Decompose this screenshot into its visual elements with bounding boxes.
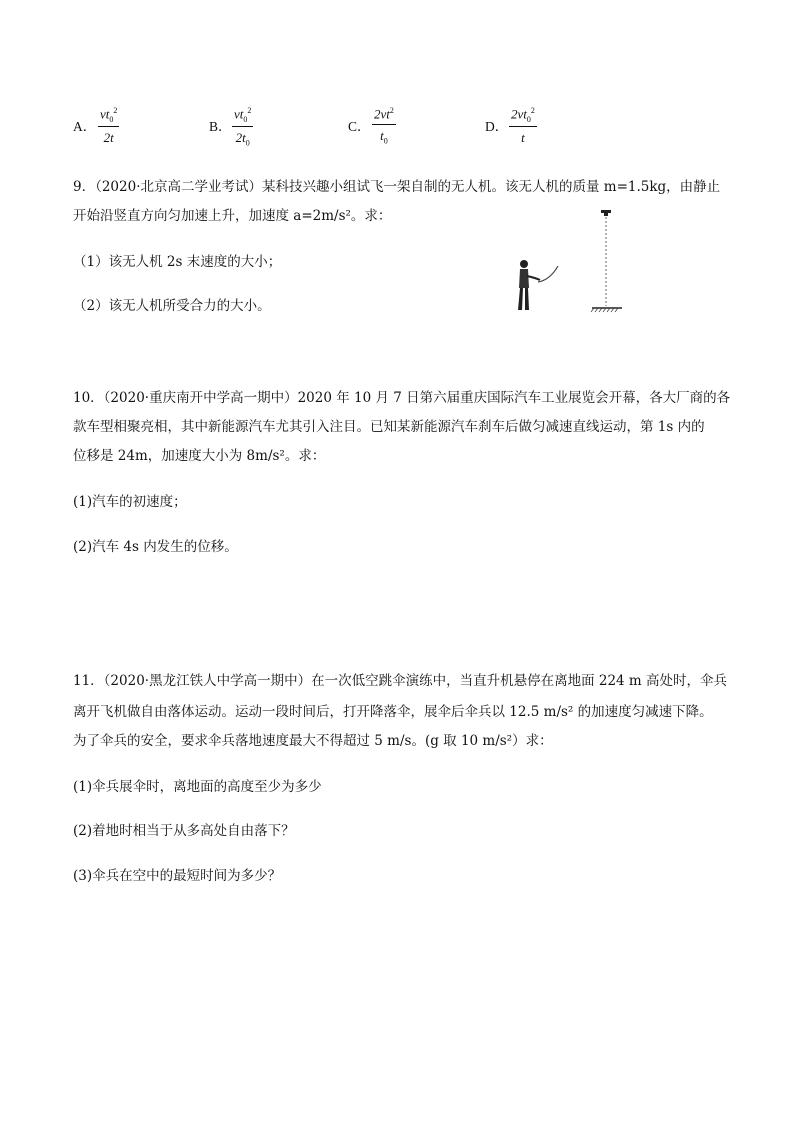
question-11-line-1: 11．（2020·黑龙江铁人中学高一期中）在一次低空跳伞演练中，当直升机悬停在离地面 224 m 高处时，伞兵 — [73, 673, 728, 689]
question-9-sub-2: （2）该无人机所受合力的大小。 — [73, 298, 271, 314]
question-11-sub-1: (1)伞兵展伞时，离地面的高度至少为多少 — [73, 779, 322, 795]
option-a-denominator: 2t — [103, 129, 114, 145]
option-c-denominator: $t_0$ — [380, 128, 388, 146]
question-10-line-2: 款车型相聚亮相，其中新能源汽车尤其引入注目。已知某新能源汽车刹车后做匀减速直线运动，第 1s 内的 — [73, 419, 705, 435]
option-d-fraction — [509, 106, 537, 146]
option-b-denominator: $2t_0$ — [235, 129, 250, 148]
question-9-line-1: 9．（2020·北京高二学业考试）某科技兴趣小组试飞一架自制的无人机。该无人机的质量 m=1.5kg，由静止 — [73, 179, 721, 195]
option-d-denominator: t — [521, 129, 525, 145]
option-c-numerator: $2vt^2$ — [372, 106, 396, 125]
question-10-line-3: 位移是 24m，加速度大小为 8m/s²。求： — [73, 448, 326, 464]
person-icon — [518, 260, 558, 310]
option-b-numerator: $vt_0^2$ — [232, 106, 253, 127]
question-11-sub-2: (2)着地时相当于从多高处自由落下？ — [73, 823, 295, 839]
option-a-fraction — [98, 106, 119, 146]
question-11-line-3: 为了伞兵的安全，要求伞兵落地速度最大不得超过 5 m/s。(g 取 10 m/s²）求： — [73, 733, 553, 749]
option-b-label: B． — [209, 119, 232, 134]
option-b-fraction — [232, 106, 253, 148]
question-10-line-1: 10．（2020·重庆南开中学高一期中）2020 年 10 月 7 日第六届重庆国际汽车工业展览会开幕，各大厂商的各 — [73, 390, 731, 406]
option-c-fraction — [372, 106, 396, 146]
drone-operator-figure — [512, 206, 630, 318]
option-c-label: C． — [348, 119, 371, 134]
option-d-numerator: $2vt_0^2$ — [509, 106, 537, 127]
question-10-sub-1: (1)汽车的初速度； — [73, 494, 187, 510]
question-9-line-2: 开始沿竖直方向匀加速上升，加速度 a=2m/s²。求： — [73, 208, 392, 224]
question-10-sub-2: (2)汽车 4s 内发生的位移。 — [73, 539, 238, 555]
option-a-label: A． — [73, 119, 97, 134]
question-11-line-2: 离开飞机做自由落体运动。运动一段时间后，打开降落伞，展伞后伞兵以 12.5 m/s² 的加速度匀减速下降。 — [73, 704, 713, 720]
option-a-numerator: $vt_0^2$ — [98, 106, 119, 127]
question-9-sub-1: （1）该无人机 2s 末速度的大小； — [73, 254, 282, 270]
question-11-sub-3: (3)伞兵在空中的最短时间为多少？ — [73, 868, 282, 884]
drone-icon — [601, 210, 611, 216]
option-d-label: D． — [485, 119, 509, 134]
